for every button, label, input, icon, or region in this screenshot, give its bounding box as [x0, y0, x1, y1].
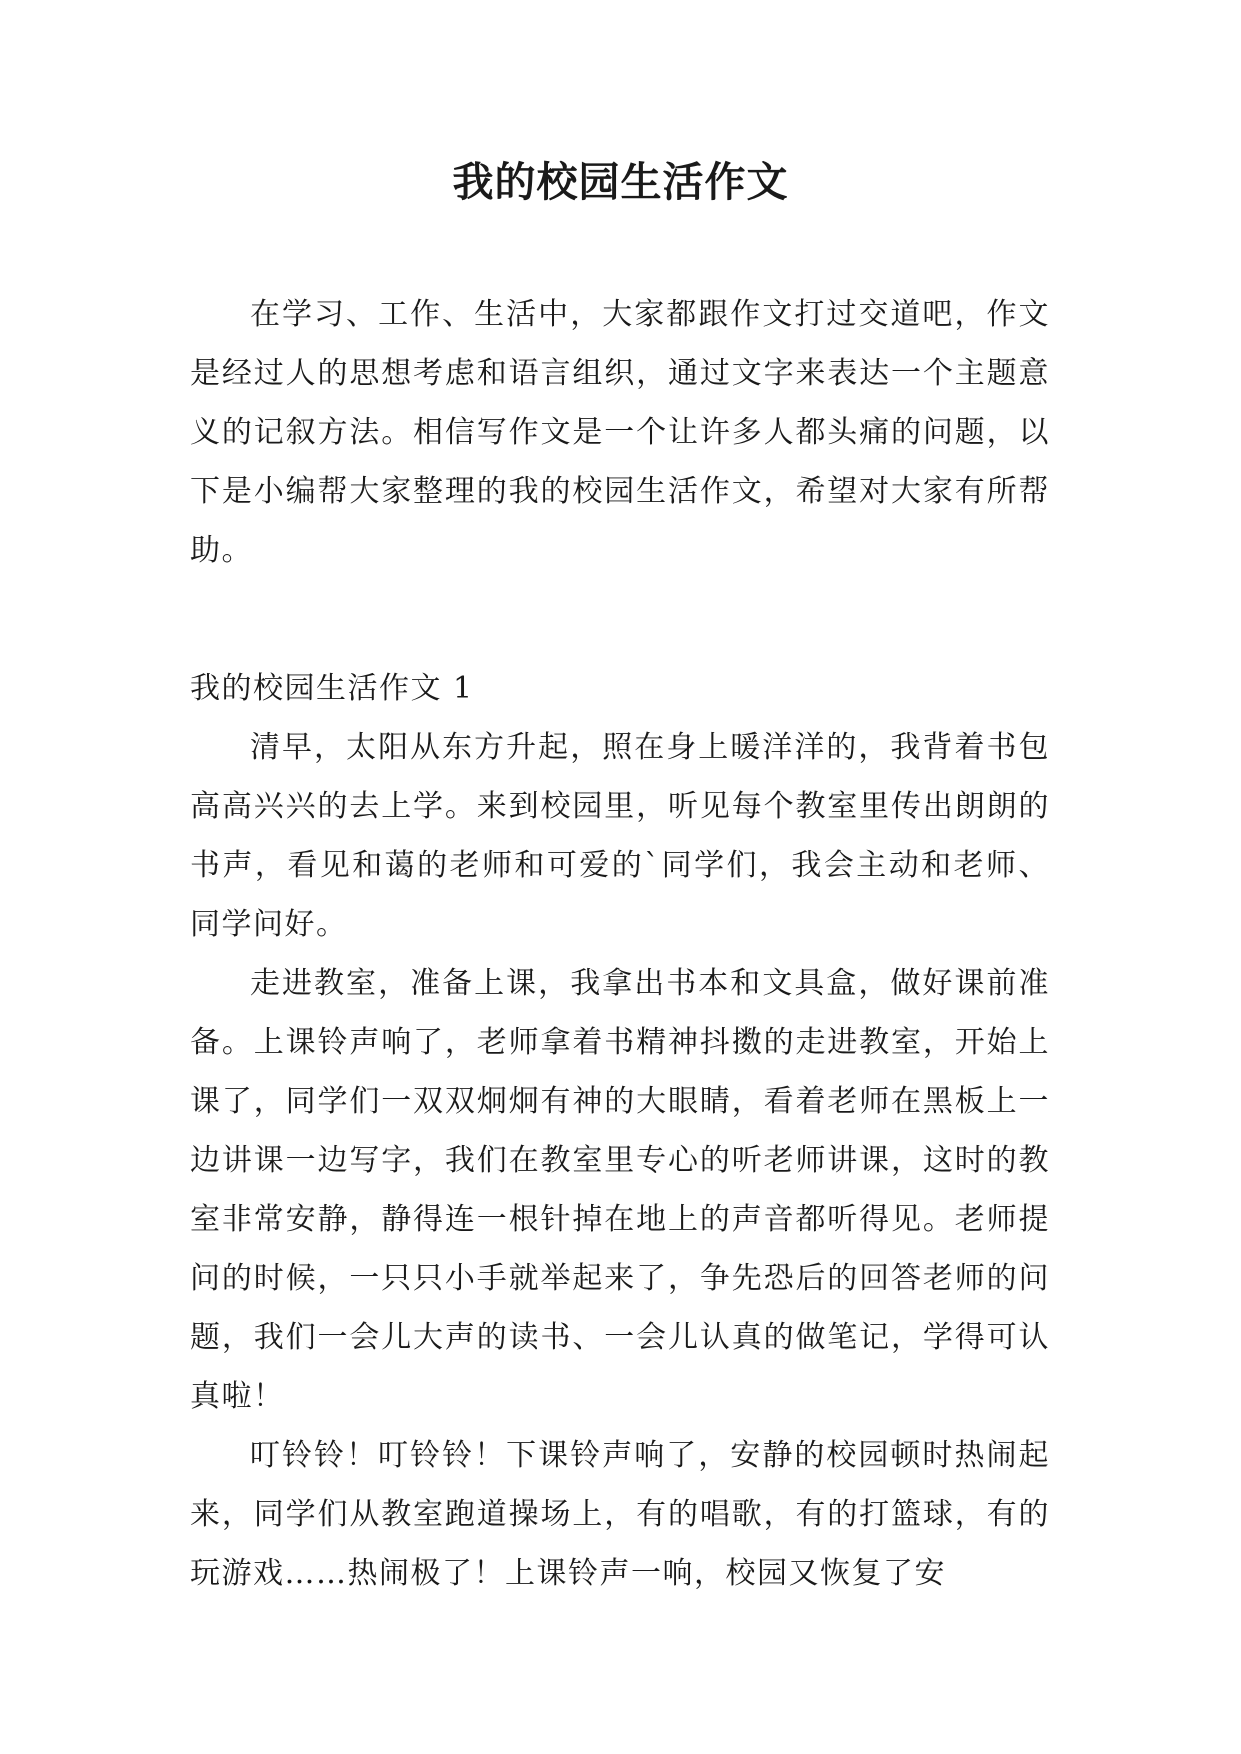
- body-paragraph-3: 叮铃铃！叮铃铃！下课铃声响了，安静的校园顿时热闹起来，同学们从教室跑道操场上，有的唱歌，有的打篮球，有的玩游戏……热闹极了！上课铃声一响，校园又恢复了安: [190, 1438, 1050, 1591]
- body-paragraph-1: 清早，太阳从东方升起，照在身上暖洋洋的，我背着书包高高兴兴的去上学。来到校园里，听见每个教室里传出朗朗的书声，看见和蔼的老师和可爱的`同学们，我会主动和老师、同学问好。: [190, 730, 1050, 942]
- section-heading: 我的校园生活作文 1: [190, 671, 474, 706]
- body-paragraph-2: 走进教室，准备上课，我拿出书本和文具盒，做好课前准备。上课铃声响了，老师拿着书精神抖擞的走进教室，开始上课了，同学们一双双炯炯有神的大眼睛，看着老师在黑板上一边讲课一边写字，我们在教室里专心的听老师讲课，这时的教室非常安静，静得连一根针掉在地上的声音都听得见。老师提问的时候，一只只小手就举起来了，争先恐后的回答老师的问题，我们一会儿大声的读书、一会儿认真的做笔记，学得可认真啦！: [190, 966, 1050, 1414]
- document-title: 我的校园生活作文: [452, 158, 789, 206]
- intro-paragraph: 在学习、工作、生活中，大家都跟作文打过交道吧，作文是经过人的思想考虑和语言组织，通过文字来表达一个主题意义的记叙方法。相信写作文是一个让许多人都头痛的问题，以下是小编帮大家整理的我的校园生活作文，希望对大家有所帮助。: [190, 297, 1050, 568]
- document-body: [190, 285, 1050, 1603]
